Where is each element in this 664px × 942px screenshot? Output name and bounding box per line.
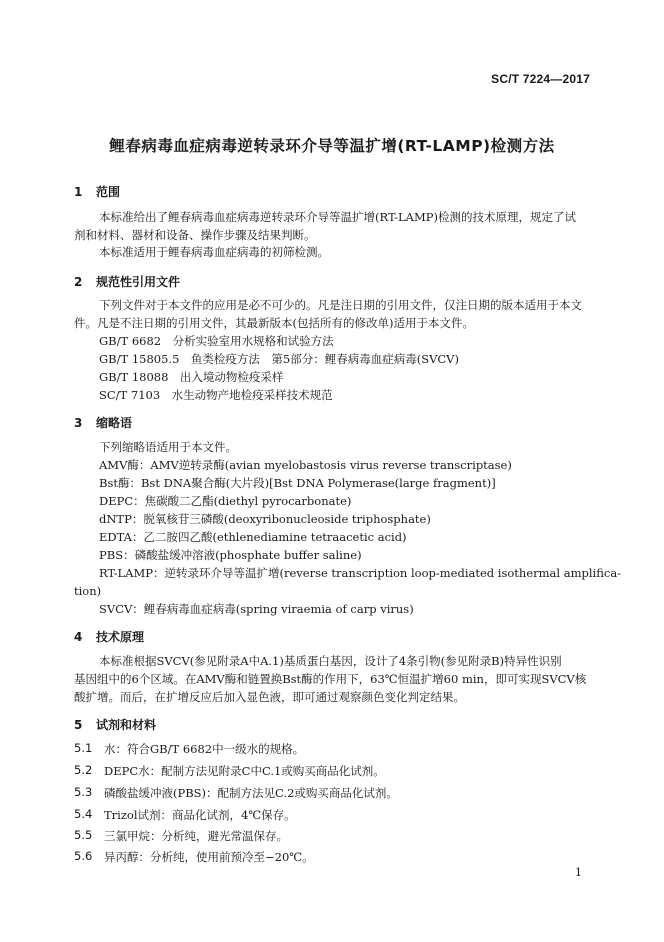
paragraph-line: 本标准给出了鲤春病毒血症病毒逆转录环介导等温扩增(RT-LAMP)检测的技术原理，规定了试 — [99, 210, 576, 224]
item-text: 三氯甲烷：分析纯，避光常温保存。 — [104, 829, 288, 843]
section-number: 5 — [74, 718, 83, 732]
section-heading — [74, 716, 156, 733]
section-heading — [74, 628, 144, 645]
section-number: 4 — [74, 630, 83, 644]
paragraph-line: 下列缩略语适用于本文件。 — [99, 440, 237, 454]
section-title: 试剂和材料 — [96, 718, 157, 732]
section-heading — [74, 414, 132, 431]
item-number: 5.1 — [74, 741, 93, 755]
abbreviation-line: tion) — [74, 584, 102, 598]
section-number: 1 — [74, 185, 83, 199]
paragraph-line: 剂和材料、器材和设备、操作步骤及结果判断。 — [74, 228, 316, 242]
item-text: 异丙醇：分析纯，使用前预冷至−20℃。 — [104, 850, 314, 864]
section-number: 3 — [74, 416, 83, 430]
abbreviation-line: dNTP：脱氧核苷三磷酸(deoxyribonucleoside triphosphate) — [99, 512, 431, 526]
item-text: Trizol试剂：商品化试剂，4℃保存。 — [104, 808, 296, 822]
reference-line: GB/T 15805.5 鱼类检疫方法 第5部分：鲤春病毒血症病毒(SVCV) — [99, 352, 459, 366]
paragraph-line: 基因组中的6个区域。在AMV酶和链置换Bst酶的作用下，63℃恒温扩增60 min，即可实现SVCV核 — [74, 672, 587, 686]
abbreviation-line: AMV酶：AMV逆转录酶(avian myelobastosis virus reverse transcriptase) — [99, 458, 512, 472]
abbreviation-line: RT-LAMP：逆转录环介导等温扩增(reverse transcription loop-mediated isothermal amplifica- — [99, 566, 622, 580]
item-number: 5.6 — [74, 849, 93, 863]
section-heading — [74, 183, 120, 200]
item-number: 5.4 — [74, 807, 93, 821]
reference-line: GB/T 18088 出入境动物检疫采样 — [99, 370, 284, 384]
section-title: 规范性引用文件 — [96, 275, 181, 289]
item-text: 水：符合GB/T 6682中一级水的规格。 — [104, 742, 305, 756]
item-text: DEPC水：配制方法见附录C中C.1或购买商品化试剂。 — [104, 764, 385, 778]
section-title: 技术原理 — [96, 630, 145, 644]
paragraph-line: 本标准适用于鲤春病毒血症病毒的初筛检测。 — [99, 245, 329, 259]
page-number: 1 — [575, 866, 582, 879]
item-text: 磷酸盐缓冲液(PBS)：配制方法见C.2或购买商品化试剂。 — [104, 786, 398, 800]
section-number: 2 — [74, 275, 83, 289]
paragraph-line: 本标准根据SVCV(参见附录A中A.1)基质蛋白基因，设计了4条引物(参见附录B)特异性识别 — [99, 654, 562, 668]
abbreviation-line: PBS：磷酸盐缓冲溶液(phosphate buffer saline) — [99, 548, 362, 562]
item-number: 5.2 — [74, 763, 93, 777]
abbreviation-line: DEPC：焦碳酸二乙酯(diethyl pyrocarbonate) — [99, 494, 352, 508]
section-title: 缩略语 — [96, 416, 133, 430]
abbreviation-line: EDTA：乙二胺四乙酸(ethlenediamine tetraacetic acid) — [99, 530, 407, 544]
reference-line: GB/T 6682 分析实验室用水规格和试验方法 — [99, 334, 334, 348]
paragraph-line: 件。凡是不注日期的引用文件，其最新版本(包括所有的修改单)适用于本文件。 — [74, 316, 474, 330]
item-number: 5.3 — [74, 785, 93, 799]
paragraph-line: 酸扩增。而后，在扩增反应后加入显色液，即可通过观察颜色变化判定结果。 — [74, 690, 465, 704]
section-heading — [74, 273, 180, 290]
item-number: 5.5 — [74, 828, 93, 842]
section-title: 范围 — [96, 185, 121, 199]
paragraph-line: 下列文件对于本文件的应用是必不可少的。凡是注日期的引用文件，仅注日期的版本适用于本文 — [99, 298, 582, 312]
document-title: 鲤春病毒血症病毒逆转录环介导等温扩增(RT-LAMP)检测方法 — [109, 137, 555, 155]
reference-line: SC/T 7103 水生动物产地检疫采样技术规范 — [99, 388, 333, 402]
abbreviation-line: Bst酶：Bst DNA聚合酶(大片段)[Bst DNA Polymerase(large fragment)] — [99, 476, 496, 490]
abbreviation-line: SVCV：鲤春病毒血症病毒(spring viraemia of carp virus) — [99, 602, 414, 616]
standard-code: SC/T 7224—2017 — [491, 72, 590, 86]
